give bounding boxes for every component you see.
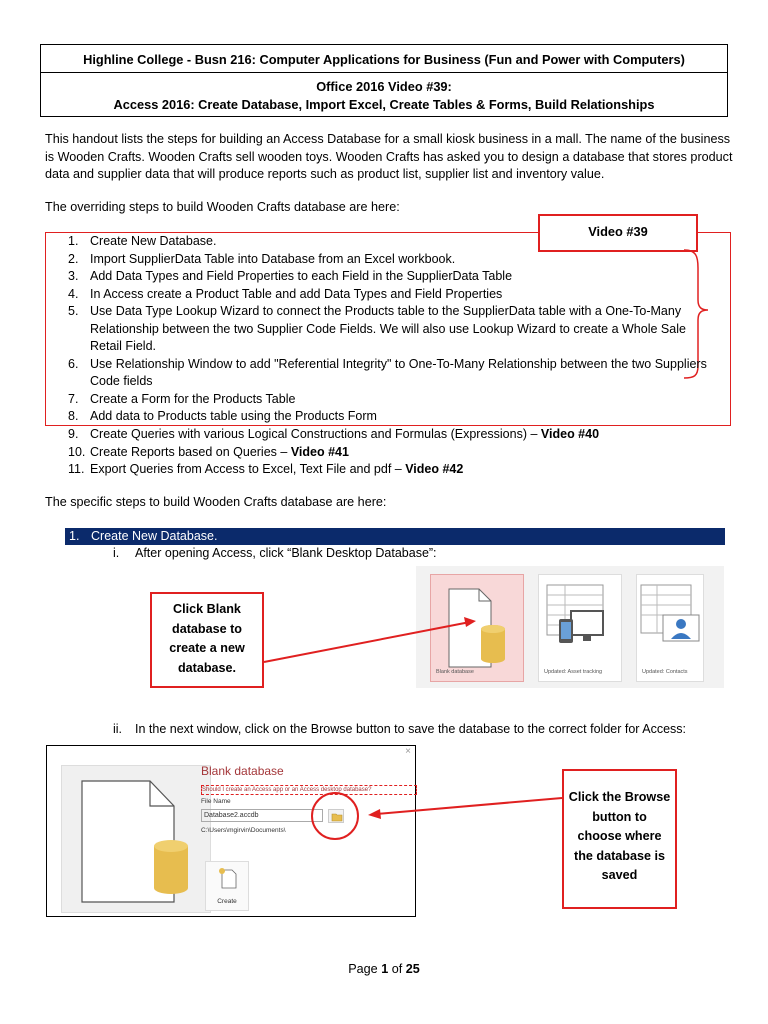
step-item: 7. Create a Form for the Products Table (68, 391, 296, 406)
overriding-steps-heading: The overriding steps to build Wooden Crafts database are here: (45, 200, 400, 214)
browse-folder-button[interactable] (328, 809, 344, 823)
step-item: 3. Add Data Types and Field Properties to each Field in the SupplierData Table (68, 269, 513, 283)
access-templates-screenshot (416, 566, 724, 688)
section-1-bar: 1. Create New Database. (65, 528, 725, 545)
step-item: 9. Create Queries with various Logical Constructions and Formulas (Expressions) – Video #40 (68, 427, 600, 441)
document-header (40, 44, 728, 117)
page-number: Page 1 of 25 (348, 962, 420, 976)
asset-tracking-icon (539, 575, 623, 675)
step-item: 10. Create Reports based on Queries – Video #41 (68, 444, 349, 459)
step-item: 2. Import SupplierData Table into Database from an Excel workbook. (68, 251, 456, 266)
new-file-icon (206, 862, 250, 898)
video-number-title: Office 2016 Video #39: (316, 79, 452, 94)
substep-i: i. After opening Access, click “Blank Desktop Database”: (113, 546, 437, 560)
callout-browse-button: Click the Browse button to choose where the database is saved (562, 769, 677, 909)
callout-blank-database: Click Blank database to create a new database. (150, 592, 264, 688)
step-item: 4. In Access create a Product Table and add Data Types and Field Properties (68, 286, 503, 301)
video39-label: Video #39 (538, 214, 698, 252)
close-icon[interactable]: × (405, 746, 411, 757)
asset-tracking-template[interactable]: Updated: Asset tracking (538, 574, 622, 682)
header-divider (41, 72, 727, 73)
video-topic-title: Access 2016: Create Database, Import Excel, Create Tables & Forms, Build Relationships (113, 97, 655, 112)
intro-paragraph: This handout lists the steps for building an Access Database for a small kiosk business in a mall. The name of the business is Wooden Crafts. Wooden Crafts sell wooden toys. Wooden Crafts has asked you to design a database that stores product data and supplier data that will produce reports such as product list, supplier list and inventory value. (45, 132, 733, 181)
course-title: Highline College - Busn 216: Computer Applications for Business (Fun and Power with Computers) (83, 52, 685, 67)
substep-ii: ii. In the next window, click on the Browse button to save the database to the correct folder for Access: (113, 722, 687, 736)
step-item: 1. Create New Database. (68, 234, 217, 248)
dialog-preview (61, 765, 211, 913)
blank-document-icon (62, 766, 212, 914)
step-item: 11. Export Queries from Access to Excel, Text File and pdf – Video #42 (68, 462, 464, 476)
file-path: C:\Users\mgirvin\Documents\ (201, 827, 286, 834)
dialog-help-link[interactable]: Should I create an Access app or an Access desktop database? (201, 785, 417, 795)
file-name-label: File Name (201, 798, 231, 805)
blank-database-template[interactable]: Blank database (430, 574, 524, 682)
create-button[interactable]: Create (205, 861, 249, 911)
dialog-title: Blank database (201, 764, 284, 778)
contacts-template[interactable]: Updated: Contacts (636, 574, 704, 682)
specific-steps-heading: The specific steps to build Wooden Crafts database are here: (45, 495, 387, 509)
step-item: 5. Use Data Type Lookup Wizard to connect the Products table to the SupplierData table with a One-To-Many Relationship between the two Supplier Code Fields. We will also use Lookup Wizard to create a Whole Sale Retail Field. (68, 304, 686, 353)
step-item: 6. Use Relationship Window to add "Referential Integrity" to One-To-Many Relationship between the two Suppliers Code fields (68, 356, 707, 388)
contacts-icon (637, 575, 705, 675)
folder-icon (329, 810, 345, 824)
blank-database-dialog (46, 745, 416, 917)
file-name-input[interactable]: Database2.accdb (201, 809, 323, 822)
blank-document-icon (431, 575, 525, 683)
step-item: 8. Add data to Products table using the Products Form (68, 409, 377, 423)
